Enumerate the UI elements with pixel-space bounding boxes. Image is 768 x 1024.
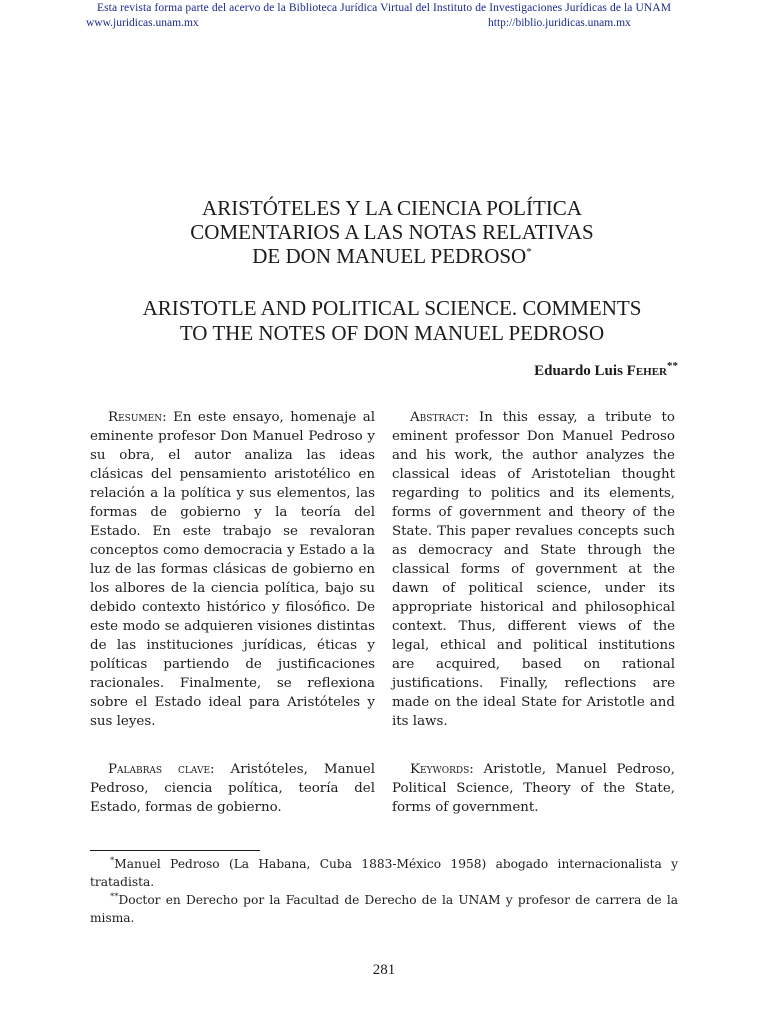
spanish-title-line-2: COMENTARIOS A LAS NOTAS RELATIVAS xyxy=(190,220,594,244)
footnotes xyxy=(90,855,678,927)
footnote-1-mark: * xyxy=(110,855,115,866)
keywords-label: Keywords: xyxy=(410,762,474,777)
abstract-text: In this essay, a tribute to eminent professor Don Manuel Pedroso and his work, the author analyzes the classical ideas of Aristotelian thought regarding to politics and its elements, forms of government and theory of the State. This paper revalues concepts such as democracy and State through the classical forms of government at the dawn of political science, under its appropriate historical and philosophical context. Thus, different views of the legal, ethical and political institutions are acquired, based on rational justifications. Finally, reflections are made on the ideal State for Aristotle and its laws. xyxy=(392,410,675,729)
footnote-2-mark: ** xyxy=(110,891,119,902)
spanish-title xyxy=(90,196,694,268)
abstract-label: Abstract: xyxy=(410,410,470,425)
footnote-1 xyxy=(90,855,678,891)
abstract-block xyxy=(392,408,675,731)
palabras-clave-text: Aristóteles, Manuel Pedroso, ciencia política, teoría del Estado, formas de gobierno. xyxy=(90,762,376,815)
footnote-1-text: Manuel Pedroso (La Habana, Cuba 1883-México 1958) abogado internacionalista y tratadista. xyxy=(90,857,678,889)
keywords-text: Aristotle, Manuel Pedroso, Political Science, Theory of the State, forms of government. xyxy=(392,762,675,815)
author-family-name: Feher xyxy=(626,363,667,379)
spanish-title-line-1: ARISTÓTELES Y LA CIENCIA POLÍTICA xyxy=(202,196,582,220)
author-given-name: Eduardo Luis xyxy=(534,363,623,379)
palabras-clave-label: Palabras clave: xyxy=(108,762,215,777)
palabras-clave-block xyxy=(90,760,375,817)
author-name xyxy=(534,360,678,380)
resumen-label: Resumen: xyxy=(108,410,167,425)
english-title-line-2: TO THE NOTES OF DON MANUEL PEDROSO xyxy=(179,321,605,345)
footnote-divider xyxy=(90,850,260,851)
english-title-line-1: ARISTOTLE AND POLITICAL SCIENCE. COMMENTS xyxy=(142,296,642,320)
palabras-clave-paragraph xyxy=(90,760,375,817)
abstract-paragraph xyxy=(392,408,675,731)
english-title xyxy=(90,296,694,346)
title-footnote-mark[interactable]: * xyxy=(526,246,532,258)
repository-notice: Esta revista forma parte del acervo de la Biblioteca Jurídica Virtual del Instituto de Investigaciones Jurídicas de la UNAM xyxy=(96,2,672,14)
spanish-title-line-3 xyxy=(90,244,694,268)
author-footnote-mark[interactable]: ** xyxy=(667,360,678,372)
repository-url-right[interactable]: http://biblio.juridicas.unam.mx xyxy=(488,17,631,29)
repository-url-left[interactable]: www.juridicas.unam.mx xyxy=(86,17,199,29)
footnote-2-text: Doctor en Derecho por la Facultad de Derecho de la UNAM y profesor de carrera de la misma. xyxy=(90,893,678,925)
page-number: 281 xyxy=(372,962,396,978)
resumen-text: En este ensayo, homenaje al eminente profesor Don Manuel Pedroso y su obra, el autor analiza las ideas clásicas del pensamiento aristotélico en relación a la política y sus elementos, las formas de gobierno y la teoría del Estado. En este trabajo se revaloran conceptos como democracia y Estado a la luz de las formas clásicas de gobierno en los albores de la ciencia política, bajo su debido contexto histórico y filosófico. De este modo se adquieren visiones distintas de las instituciones jurídicas, éticas y políticas partiendo de justificaciones racionales. Finalmente, se reflexiona sobre el Estado ideal para Aristóteles y sus leyes. xyxy=(90,410,375,729)
keywords-block xyxy=(392,760,675,817)
resumen-paragraph xyxy=(90,408,375,731)
keywords-paragraph xyxy=(392,760,675,817)
spanish-title-line-3-text: DE DON MANUEL PEDROSO xyxy=(252,244,527,268)
footnote-2 xyxy=(90,891,678,927)
resumen-block xyxy=(90,408,375,731)
